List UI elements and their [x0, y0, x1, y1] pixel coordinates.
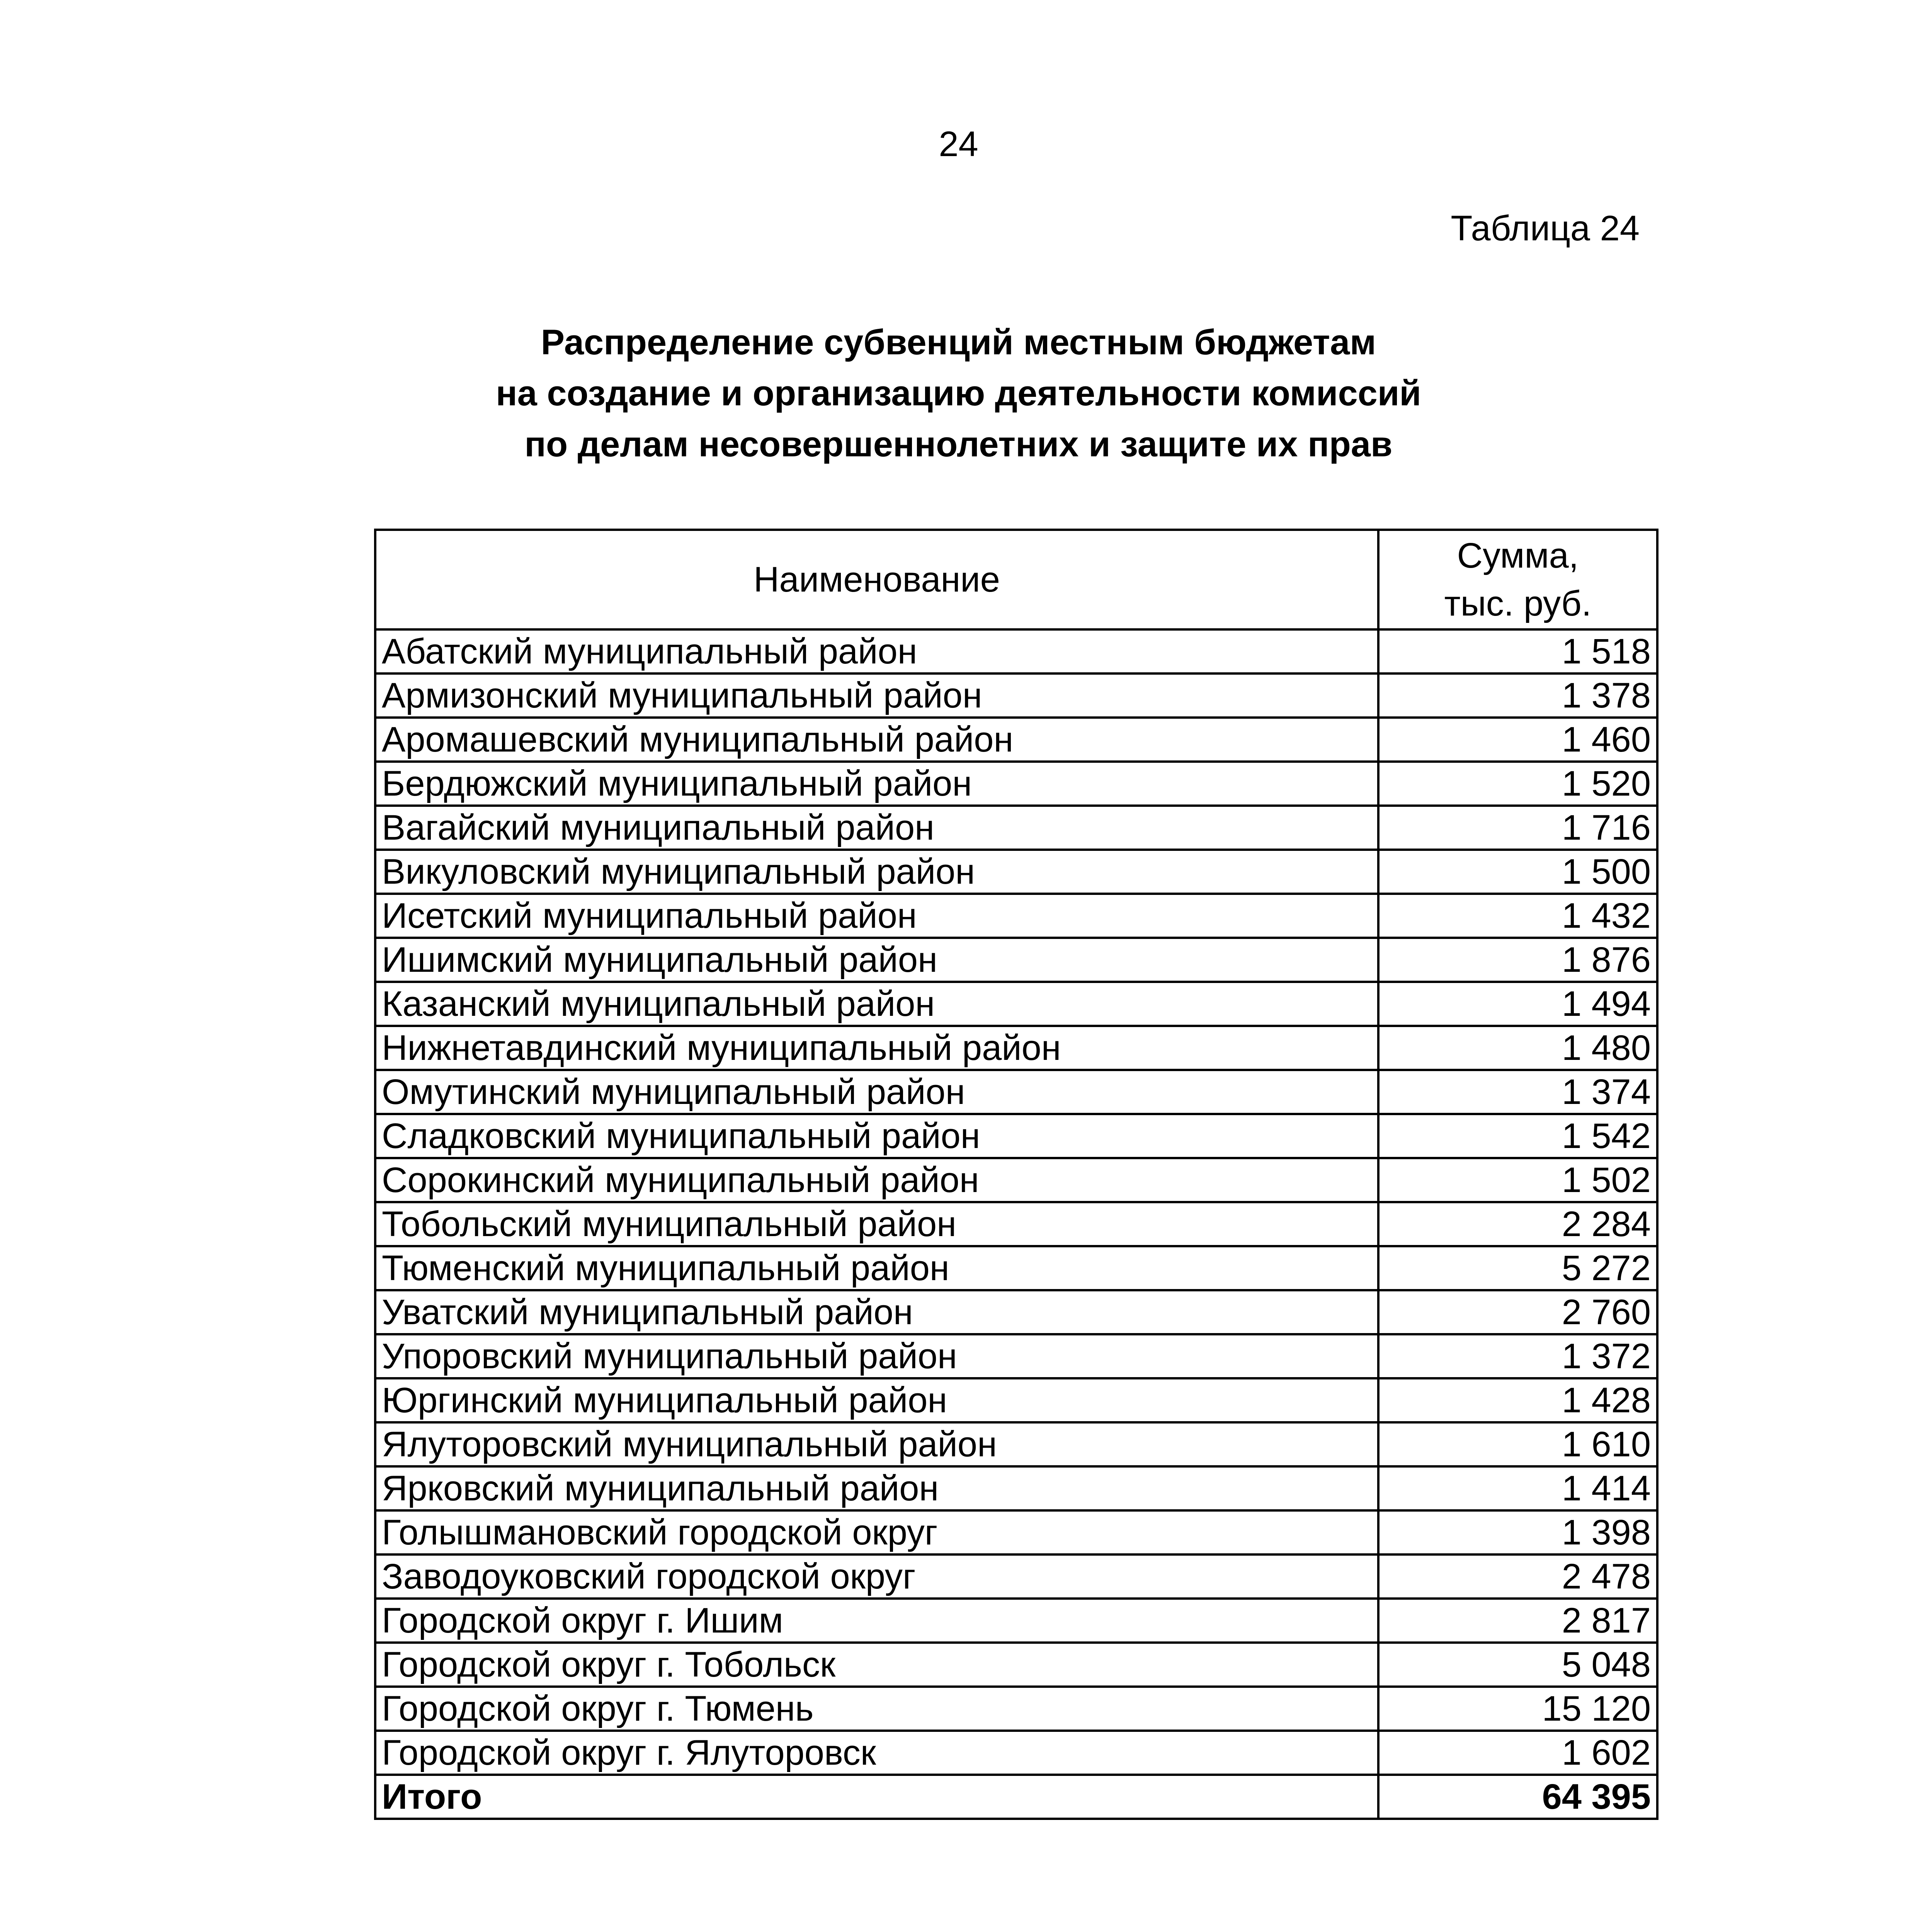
table-row [375, 1554, 1657, 1599]
row-name: Ишимский муниципальный район [375, 938, 1378, 982]
row-name: Омутинский муниципальный район [375, 1070, 1378, 1114]
row-name: Ярковский муниципальный район [375, 1466, 1378, 1510]
table-header-row [375, 530, 1657, 629]
table-row [375, 1422, 1657, 1466]
row-name: Аромашевский муниципальный район [375, 718, 1378, 762]
table-row [375, 938, 1657, 982]
table-row [375, 1687, 1657, 1731]
row-sum: 1 432 [1378, 894, 1657, 938]
row-sum: 2 478 [1378, 1554, 1657, 1599]
row-sum: 1 494 [1378, 982, 1657, 1026]
row-name: Нижнетавдинский муниципальный район [375, 1026, 1378, 1070]
row-name: Городской округ г. Ишим [375, 1599, 1378, 1643]
row-sum: 5 048 [1378, 1643, 1657, 1687]
row-sum: 1 374 [1378, 1070, 1657, 1114]
table-row [375, 1114, 1657, 1158]
row-sum: 1 518 [1378, 629, 1657, 673]
document-title [0, 317, 1917, 470]
row-sum: 1 372 [1378, 1334, 1657, 1378]
row-sum: 1 480 [1378, 1026, 1657, 1070]
table-row [375, 1026, 1657, 1070]
row-name: Казанский муниципальный район [375, 982, 1378, 1026]
row-name: Тюменский муниципальный район [375, 1246, 1378, 1290]
table-row [375, 673, 1657, 718]
row-sum: 1 414 [1378, 1466, 1657, 1510]
row-name: Юргинский муниципальный район [375, 1378, 1378, 1422]
title-line-1: Распределение субвенций местным бюджетам [541, 323, 1376, 362]
table-caption: Таблица 24 [1451, 209, 1640, 248]
row-name: Заводоуковский городской округ [375, 1554, 1378, 1599]
row-sum: 2 760 [1378, 1290, 1657, 1334]
row-sum: 1 716 [1378, 806, 1657, 850]
header-sum-line-1: Сумма, [1457, 536, 1579, 575]
table-row [375, 982, 1657, 1026]
row-name: Вагайский муниципальный район [375, 806, 1378, 850]
title-line-2: на создание и организацию деятельности комиссий [496, 374, 1421, 413]
row-sum: 1 502 [1378, 1158, 1657, 1202]
table-row [375, 629, 1657, 673]
title-line-3: по делам несовершеннолетних и защите их прав [524, 425, 1393, 464]
row-sum: 1 378 [1378, 673, 1657, 718]
row-sum: 1 542 [1378, 1114, 1657, 1158]
row-sum: 5 272 [1378, 1246, 1657, 1290]
row-name: Сорокинский муниципальный район [375, 1158, 1378, 1202]
header-sum [1378, 530, 1657, 629]
row-name: Армизонский муниципальный район [375, 673, 1378, 718]
page-number: 24 [939, 124, 978, 164]
row-name: Городской округ г. Ялуторовск [375, 1731, 1378, 1775]
table-row [375, 762, 1657, 806]
row-sum: 1 428 [1378, 1378, 1657, 1422]
header-name: Наименование [375, 530, 1378, 629]
row-name: Бердюжский муниципальный район [375, 762, 1378, 806]
row-sum: 15 120 [1378, 1687, 1657, 1731]
row-sum: 1 610 [1378, 1422, 1657, 1466]
table-row [375, 1246, 1657, 1290]
total-label: Итого [375, 1775, 1378, 1819]
table-body [375, 629, 1657, 1819]
row-sum: 1 602 [1378, 1731, 1657, 1775]
row-sum: 1 460 [1378, 718, 1657, 762]
row-name: Сладковский муниципальный район [375, 1114, 1378, 1158]
row-name: Исетский муниципальный район [375, 894, 1378, 938]
table-row [375, 1290, 1657, 1334]
row-name: Городской округ г. Тюмень [375, 1687, 1378, 1731]
row-sum: 2 284 [1378, 1202, 1657, 1246]
table-row [375, 1158, 1657, 1202]
subvention-table [374, 529, 1658, 1820]
table-row [375, 1334, 1657, 1378]
table-row [375, 1466, 1657, 1510]
row-sum: 1 398 [1378, 1510, 1657, 1554]
row-name: Голышмановский городской округ [375, 1510, 1378, 1554]
row-name: Викуловский муниципальный район [375, 850, 1378, 894]
total-row [375, 1775, 1657, 1819]
row-sum: 1 876 [1378, 938, 1657, 982]
table-row [375, 718, 1657, 762]
row-name: Абатский муниципальный район [375, 629, 1378, 673]
table-row [375, 806, 1657, 850]
row-name: Уватский муниципальный район [375, 1290, 1378, 1334]
row-sum: 2 817 [1378, 1599, 1657, 1643]
table-row [375, 1378, 1657, 1422]
row-name: Тобольский муниципальный район [375, 1202, 1378, 1246]
table-row [375, 850, 1657, 894]
row-sum: 1 500 [1378, 850, 1657, 894]
row-name: Городской округ г. Тобольск [375, 1643, 1378, 1687]
row-name: Ялуторовский муниципальный район [375, 1422, 1378, 1466]
table-row [375, 894, 1657, 938]
table-row [375, 1510, 1657, 1554]
table-row [375, 1731, 1657, 1775]
table-row [375, 1202, 1657, 1246]
header-sum-line-2: тыс. руб. [1444, 584, 1592, 623]
row-name: Упоровский муниципальный район [375, 1334, 1378, 1378]
total-sum: 64 395 [1378, 1775, 1657, 1819]
table-row [375, 1643, 1657, 1687]
row-sum: 1 520 [1378, 762, 1657, 806]
table-row [375, 1070, 1657, 1114]
table-row [375, 1599, 1657, 1643]
